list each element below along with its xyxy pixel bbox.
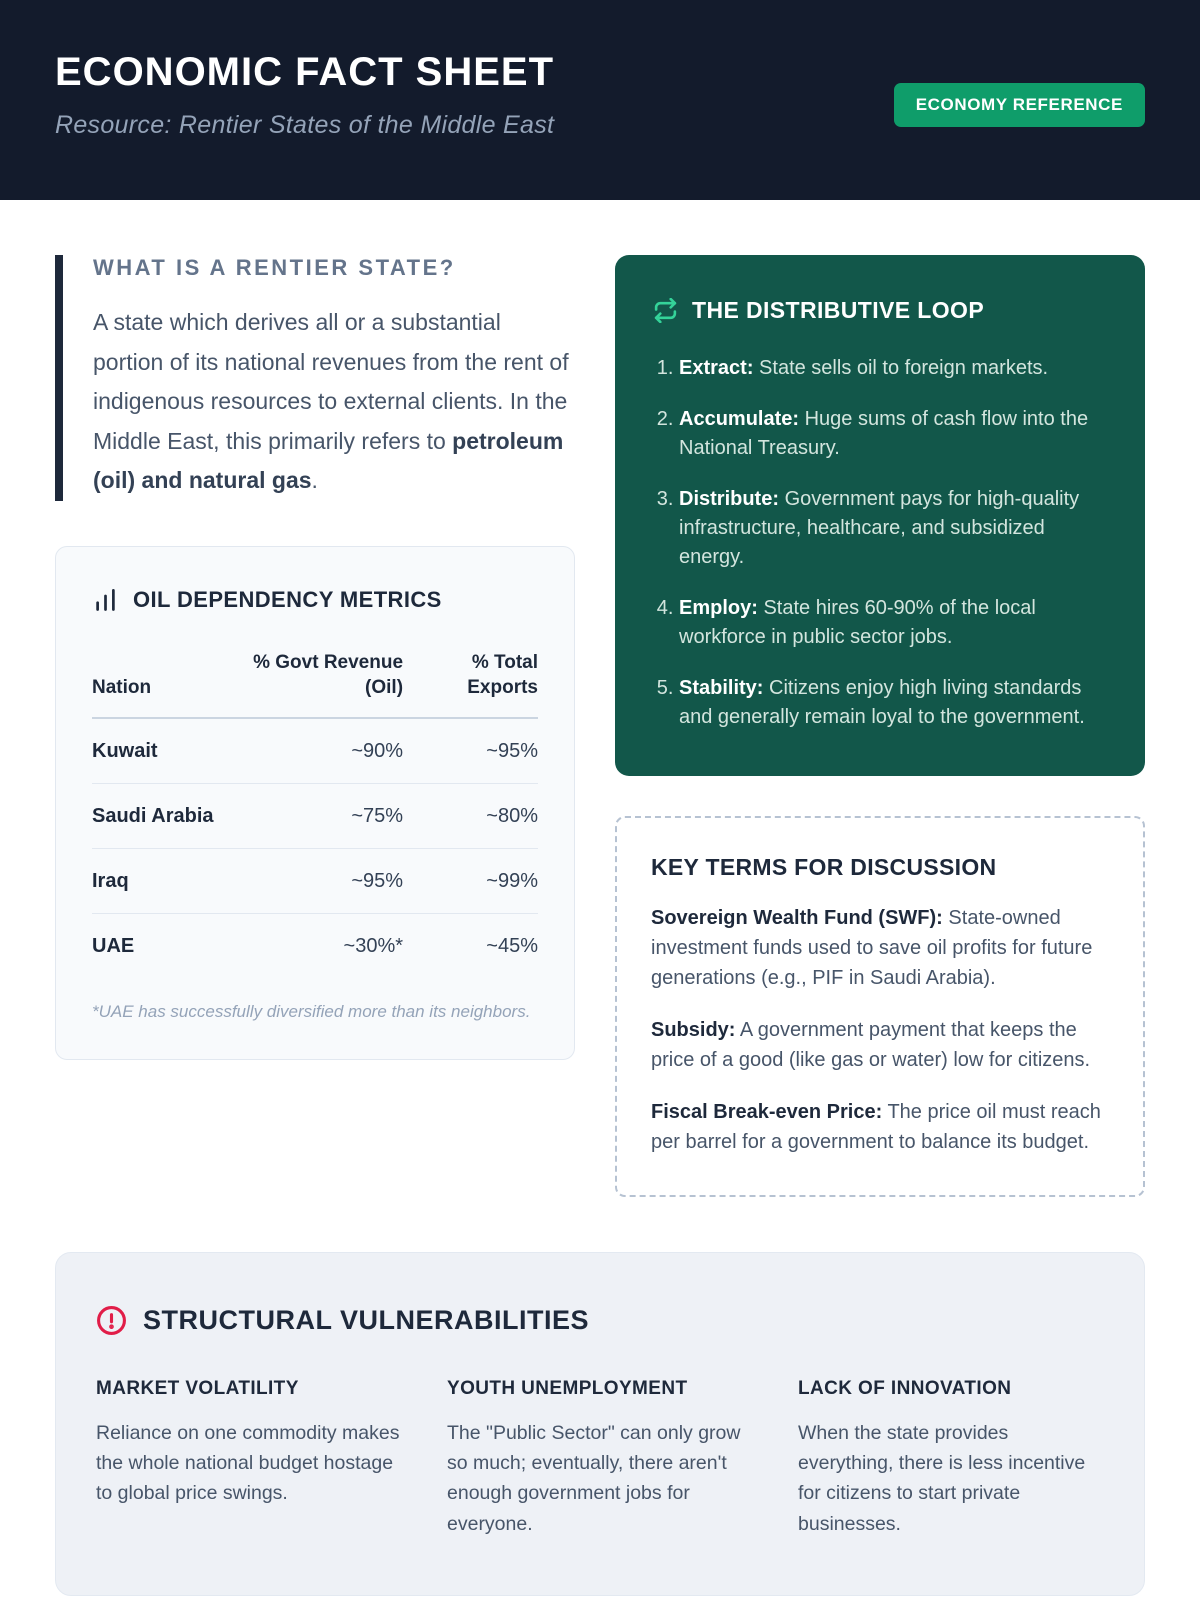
right-column bbox=[615, 255, 1145, 1197]
header-banner bbox=[0, 0, 1200, 200]
term-label: Sovereign Wealth Fund (SWF): bbox=[651, 907, 943, 929]
table-row bbox=[92, 718, 538, 784]
list-item bbox=[679, 594, 1107, 652]
vulnerability-column bbox=[447, 1378, 753, 1539]
vulnerability-text: The "Public Sector" can only grow so much; eventually, there aren't enough government jobs for everyone. bbox=[447, 1422, 741, 1535]
economy-reference-badge: ECONOMY REFERENCE bbox=[894, 83, 1145, 127]
column-header-exports: % Total Exports bbox=[403, 642, 538, 718]
list-item bbox=[679, 674, 1107, 732]
definition-heading: WHAT IS A RENTIER STATE? bbox=[93, 255, 456, 280]
column-header-revenue: % Govt Revenue (Oil) bbox=[221, 642, 403, 718]
loop-text: Huge sums of cash flow into the National Treasury. bbox=[679, 408, 1089, 459]
vulnerabilities-grid bbox=[96, 1378, 1104, 1539]
metrics-title-row bbox=[92, 587, 538, 614]
term-text: State-owned investment funds used to save oil profits for future generations (e.g., PIF in Saudi Arabia). bbox=[651, 907, 1093, 989]
loop-term: Employ: bbox=[679, 597, 758, 619]
revenue-cell: ~30%* bbox=[343, 935, 404, 958]
definition-text-bold: petroleum (oil) and natural gas bbox=[93, 427, 564, 494]
vulnerability-heading: LACK OF INNOVATION bbox=[798, 1378, 1012, 1399]
nation-cell: UAE bbox=[92, 935, 135, 958]
vulnerabilities-title-row bbox=[96, 1305, 1104, 1336]
left-column bbox=[55, 255, 575, 1060]
definition-paragraph bbox=[93, 303, 575, 501]
page-title: ECONOMIC FACT SHEET bbox=[55, 50, 555, 94]
table-header-row bbox=[92, 642, 538, 718]
column-header-nation: Nation bbox=[92, 642, 221, 718]
vulnerability-text: When the state provides everything, there is less incentive for citizens to start private businesses. bbox=[798, 1422, 1086, 1535]
term-definition bbox=[651, 1097, 1109, 1157]
structural-vulnerabilities-card bbox=[55, 1252, 1145, 1596]
list-item bbox=[679, 485, 1107, 572]
definition-text-start: A state which derives all or a substantial portion of its national revenues from the rent of indigenous resources to external clients. In the Middle East, this primarily refers to bbox=[93, 309, 569, 454]
list-item bbox=[679, 354, 1107, 383]
table-row bbox=[92, 784, 538, 849]
loop-term: Stability: bbox=[679, 677, 764, 699]
rentier-definition-section bbox=[55, 255, 575, 501]
loop-text: State hires 60-90% of the local workforce in public sector jobs. bbox=[679, 597, 1036, 648]
distributive-loop-list bbox=[653, 354, 1107, 732]
loop-term: Distribute: bbox=[679, 488, 779, 510]
oil-dependency-table bbox=[92, 642, 538, 978]
term-definition bbox=[651, 1015, 1109, 1075]
exports-cell: ~99% bbox=[403, 849, 538, 914]
nation-cell: Saudi Arabia bbox=[92, 784, 221, 849]
revenue-cell: ~75% bbox=[221, 784, 403, 849]
loop-card-title: THE DISTRIBUTIVE LOOP bbox=[692, 297, 985, 323]
vulnerability-text: Reliance on one commodity makes the whole national budget hostage to global price swings. bbox=[96, 1422, 400, 1505]
distributive-loop-card bbox=[615, 255, 1145, 776]
bar-chart-icon bbox=[92, 587, 119, 614]
revenue-cell: ~95% bbox=[221, 849, 403, 914]
loop-term: Extract: bbox=[679, 357, 754, 379]
loop-title-row bbox=[653, 297, 1107, 324]
loop-term: Accumulate: bbox=[679, 408, 800, 430]
exports-cell: ~80% bbox=[403, 784, 538, 849]
term-definition bbox=[651, 903, 1109, 993]
exports-cell: ~95% bbox=[403, 718, 538, 784]
revenue-cell: ~90% bbox=[221, 718, 403, 784]
term-text: A government payment that keeps the price of a good (like gas or water) low for citizens. bbox=[651, 1019, 1091, 1071]
vulnerability-column bbox=[96, 1378, 402, 1539]
loop-text: State sells oil to foreign markets. bbox=[759, 357, 1049, 379]
list-item bbox=[679, 405, 1107, 463]
nation-cell: Iraq bbox=[92, 849, 221, 914]
vulnerability-heading: YOUTH UNEMPLOYMENT bbox=[447, 1378, 688, 1399]
table-row bbox=[92, 849, 538, 914]
key-terms-card bbox=[615, 816, 1145, 1197]
main-content bbox=[0, 200, 1200, 1197]
term-label: Fiscal Break-even Price: bbox=[651, 1101, 883, 1123]
loop-text: Government pays for high-quality infrastructure, healthcare, and subsidized energy. bbox=[679, 488, 1080, 568]
header-text-block bbox=[55, 50, 554, 140]
oil-dependency-metrics-card bbox=[55, 546, 575, 1060]
metrics-card-title: OIL DEPENDENCY METRICS bbox=[133, 587, 442, 613]
page-subtitle: Resource: Rentier States of the Middle East bbox=[55, 111, 555, 139]
repeat-loop-icon bbox=[653, 298, 678, 323]
alert-circle-icon bbox=[96, 1305, 127, 1336]
exports-cell: ~45% bbox=[486, 935, 538, 958]
vulnerability-heading: MARKET VOLATILITY bbox=[96, 1378, 299, 1399]
table-row bbox=[92, 914, 538, 979]
vulnerabilities-title: STRUCTURAL VULNERABILITIES bbox=[143, 1305, 590, 1335]
term-label: Subsidy: bbox=[651, 1019, 736, 1041]
nation-cell: Kuwait bbox=[92, 718, 221, 784]
vulnerability-column bbox=[798, 1378, 1104, 1539]
loop-text: Citizens enjoy high living standards and generally remain loyal to the government. bbox=[679, 677, 1085, 728]
term-text: The price oil must reach per barrel for a government to balance its budget. bbox=[651, 1101, 1101, 1153]
uae-footnote: *UAE has successfully diversified more than its neighbors. bbox=[92, 1002, 531, 1022]
definition-text-end: . bbox=[311, 467, 318, 494]
key-terms-title: KEY TERMS FOR DISCUSSION bbox=[651, 854, 997, 880]
